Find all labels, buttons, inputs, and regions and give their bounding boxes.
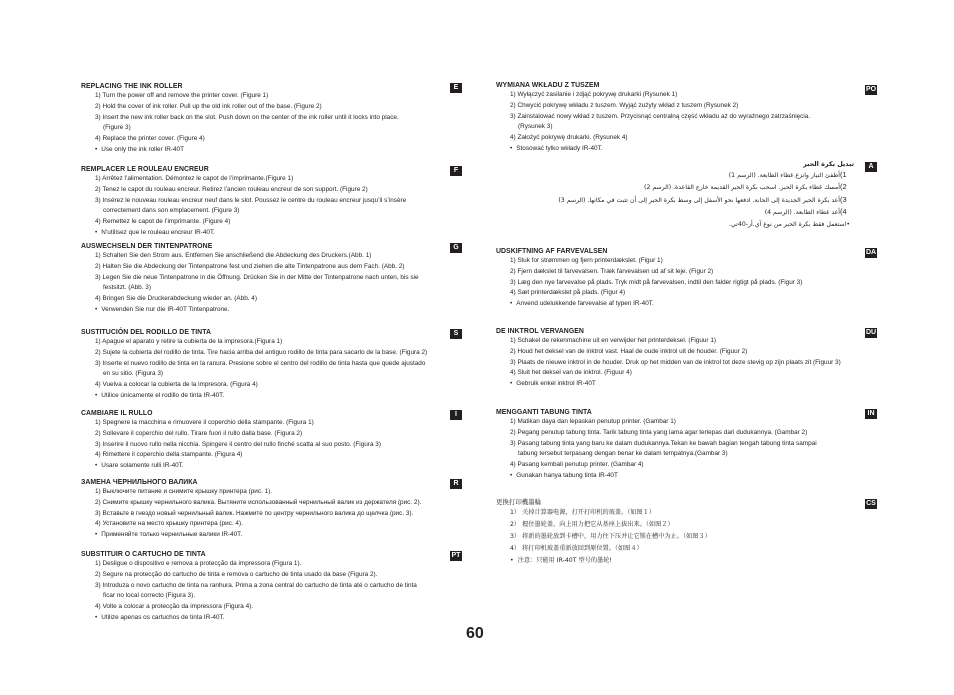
step-line: 3) Insérez le nouveau rouleau encreur neuf dans le slot. Poussez le centre du rouleau encreur jusqu’il s’insère <box>95 196 407 204</box>
step-line: 3) Inserire il nuovo rullo nella nicchia. Spingere il centro del rullo finché scatta al suo posto. (Figura 3) <box>95 440 381 448</box>
steps-list <box>496 256 880 299</box>
language-badge: PT <box>451 552 461 559</box>
note-bullet: • Usare solamente rulli IR-40T. <box>95 461 469 472</box>
step-line: 4) Replace the printer cover. (Figure 4) <box>95 135 205 143</box>
step-line: 4) Bringen Sie die Druckerabdeckung wieder an. (Abb. 4) <box>95 295 257 303</box>
section-id <box>496 408 880 498</box>
language-badge: DA <box>865 249 877 256</box>
note-bullet: • Verwenden Sie nur die IR-40T Tintenpatrone. <box>95 305 469 316</box>
section-ru <box>81 478 469 550</box>
section-title: CAMBIARE IL RULLO <box>81 410 153 417</box>
note-bullet: • Gebruik enkel inktrol IR-40T <box>510 379 880 390</box>
step-line: 1) Apague el aparato y retire la cubierta de la impresora.(Figura 1) <box>95 338 283 345</box>
step-number: 3) <box>840 194 847 204</box>
step-line: correctement dans son emplacement. (Figure 3) <box>103 207 240 215</box>
section-title: SUBSTITUIR O CARTUCHO DE TINTA <box>81 551 206 558</box>
steps-list <box>81 91 469 145</box>
step-line <box>496 194 854 206</box>
step-line: 2) Sujete la cubierta del rodillo de tinta. Tire hacia arriba del antiguo rodillo de tinta para sacarlo de la base. (Figura 2) <box>95 348 428 356</box>
section-pt <box>81 550 469 624</box>
section-en <box>81 82 469 165</box>
language-badge: PO <box>865 86 877 93</box>
step-line: 3) Introduza o novo cartucho de tinta na ranhura. Prima a zona central do cartucho de tinta até o cartucho de tinta <box>95 581 417 589</box>
language-badge: E <box>450 83 462 93</box>
step-line: 3) Læg den nye farvevalse på plads. Tryk midt på farvevalsen, indtil den falder rigtigt på plads. (Figur 3) <box>510 278 803 286</box>
steps-list <box>496 90 880 144</box>
note-bullet: • N’utilisez que le rouleau encreur IR-40T. <box>95 228 469 239</box>
step-line: 2) Снимите крышку чернильного валика. Вытяните использованный чернильный валик из держателя (рис. 2). <box>95 498 422 506</box>
steps-list <box>81 251 469 305</box>
step-line: 4) Sluit het deksel van de inktrol. (Figuur 4) <box>510 369 632 377</box>
step-line: 2) Hold the cover of ink roller. Pull up the old ink roller out of the base. (Figure 2) <box>95 102 322 110</box>
section-pl <box>496 81 880 160</box>
steps-list <box>81 487 469 530</box>
step-line: (Rysunek 3) <box>518 123 553 131</box>
note-bullet: • Gunakan hanya tabung tinta IR-40T <box>510 471 880 482</box>
step-line: 3） 将新的墨轮放到卡槽中，用力往下压并让它锁在槽中为止。（如图３） <box>510 533 711 540</box>
section-title: 更換打印機墨輪 <box>496 498 542 506</box>
note-list <box>496 555 880 567</box>
step-line: (Figure 3) <box>103 124 131 132</box>
section-title: SUSTITUCIÓN DEL RODILLO DE TINTA <box>81 329 211 336</box>
step-line: 1) Turn the power off and remove the printer cover. (Figure 1) <box>95 92 269 99</box>
note-bullet: • Anvend udelukkende farvevalse af typen IR-40T. <box>510 299 880 310</box>
step-line: 4) Volte a colocar a protecção da impressora (Figura 4). <box>95 603 254 611</box>
note-list <box>496 299 880 310</box>
step-line: 2) Chwycić pokrywę wkładu z tuszem. Wyjąć zużyty wkład z tuszem (Rysunek 2) <box>510 101 739 109</box>
step-line: 3) Zainstalować nowy wkład z tuszem. Przycisnąć centralną część wkładu aż do wyraźnego zatrzaśnięcia. <box>510 112 811 120</box>
note-list <box>496 379 880 390</box>
step-line: en su sitio. (Figura 3) <box>103 370 164 378</box>
step-text: أعد غطاء الطابعة. (الرسم 4) <box>764 209 840 217</box>
language-badge: CS <box>866 500 876 507</box>
section-ar <box>496 160 880 247</box>
step-number: 2) <box>840 182 847 192</box>
note-list <box>81 305 469 316</box>
step-line: 3) Legen Sie die neue Tintenpatrone in die Öffnung. Drücken Sie in der Mitte der Tintenpatrone nach unten, bis sie <box>95 273 419 281</box>
section-da <box>496 247 880 327</box>
step-line: 1) Выключите питание и снимите крышку принтера (рис. 1). <box>95 488 273 495</box>
section-zh <box>496 498 880 567</box>
section-title: WYMIANA WKŁADU Z TUSZEM <box>496 82 600 89</box>
step-line: 2) Tenez le capot du rouleau encreur. Retirez l’ancien rouleau encreur de son support. (Figure 2) <box>95 185 368 193</box>
language-badge: R <box>450 479 462 489</box>
language-badge: S <box>450 329 462 339</box>
steps-list <box>81 418 469 461</box>
steps-list <box>496 336 880 379</box>
note-bullet: • Utilice únicamente el rodillo de tinta IR-40T. <box>95 391 469 402</box>
step-line: ficar no local correcto (Figura 3). <box>103 592 195 600</box>
note-bullet: • Use only the ink roller IR-40T <box>95 145 469 156</box>
step-line: 2) Segure na protecção do cartucho de tinta e remova o cartucho de tinta usado da base (Figura 2). <box>95 570 378 578</box>
section-title: REPLACING THE INK ROLLER <box>81 83 183 90</box>
section-it <box>81 409 469 478</box>
step-line: 3) Insert the new ink roller back on the slot. Push down on the center of the ink roller until it locks into place. <box>95 113 399 121</box>
step-line: 3) Вставьте в гнездо новый чернильный валик. Нажмите по центру чернильного валика до щелчка (рис. 3). <box>95 509 414 517</box>
step-line: 4) Rimettere il coperchio della stampante. (Figura 4) <box>95 451 243 459</box>
step-line: 4） 将打印机玻盖重新放回到原位置。（如图４） <box>510 545 643 552</box>
step-line: 1) Schalten Sie den Strom aus. Entfernen Sie anschließend die Abdeckung des Druckers.(Abb. 1) <box>95 252 372 259</box>
steps-list <box>496 417 880 471</box>
section-nl <box>496 327 880 408</box>
steps-list <box>496 507 880 555</box>
step-text: أعد بكرة الحبر الجديدة إلى الخانة. ادفعها نحو الأسفل إلى وسط بكرة الحبر إلى أن تثبت في مكانها. (الرسم 3) <box>558 196 840 204</box>
step-line: 1) Matikan daya dan lepaskan penutup printer. (Gambar 1) <box>510 418 676 425</box>
section-title: UDSKIFTNING AF FARVEVALSEN <box>496 248 608 255</box>
step-line: 2) Fjern dækslet til farvevalsen. Træk farvevalsen ud af sit leje. (Figur 2) <box>510 267 714 275</box>
note-list <box>496 219 854 230</box>
step-line: festsitzt. (Abb. 3) <box>103 284 151 292</box>
step-line: 1) Spegnere la macchina e rimuovere il coperchio della stampante. (Figura 1) <box>95 419 314 426</box>
note-list <box>81 391 469 402</box>
note-bullet: • استعمل فقط بكرة الحبر من نوع آي.أر-40تي. <box>496 219 854 230</box>
note-bullet: • 注意：只能用 IR-40T 型号的墨轮! <box>510 555 880 567</box>
step-line: 4) Pasang kembali penutup printer. (Gambar 4) <box>510 461 644 469</box>
section-title: AUSWECHSELN DER TINTENPATRONE <box>81 243 213 250</box>
step-line <box>496 181 854 193</box>
step-line: 3) Pasang tabung tinta yang baru ke dalam dudukannya.Tekan ke bawah bagian tengah tabung tinta sampai <box>510 439 817 447</box>
section-fr <box>81 165 469 242</box>
step-line: 4) Założyć pokrywę drukarki. (Rysunek 4) <box>510 134 628 142</box>
step-line: 4) Vuelva a colocar la cubierta de la impresora. (Figura 4) <box>95 381 258 389</box>
right-column <box>496 81 880 567</box>
steps-list <box>81 559 469 613</box>
step-line: 1） 关掉计算器电源，打开打印机的玻盖。（如图１） <box>510 509 656 516</box>
step-number: 1) <box>840 170 847 179</box>
steps-list <box>81 174 469 228</box>
section-title: REMPLACER LE ROULEAU ENCREUR <box>81 166 209 173</box>
language-badge: G <box>450 243 462 253</box>
note-list <box>81 145 469 156</box>
left-column <box>81 82 469 624</box>
language-badge: I <box>450 410 462 420</box>
note-list <box>81 613 469 624</box>
step-line: 4) Sæt printerdækslet på plads. (Figur 4) <box>510 289 626 297</box>
steps-list <box>496 169 854 219</box>
language-badge: A <box>865 162 877 172</box>
step-line: 2） 握住墨轮盖，向上用力把它从基座上拔出来。（如图２） <box>510 521 674 528</box>
section-title: DE INKTROL VERVANGEN <box>496 328 584 335</box>
section-title: تبديل بكرة الحبر <box>803 160 854 168</box>
step-line: 4) Remettez le capot de l’imprimante. (Figure 4) <box>95 218 231 226</box>
language-badge: DU <box>865 329 877 336</box>
language-badge: F <box>450 166 462 176</box>
step-line: 1) Desligue o dispositivo e remova a protecção da impressora (Figura 1). <box>95 560 302 567</box>
note-bullet: • Применяйте только чернильные валики IR-40T. <box>95 530 469 541</box>
section-de <box>81 242 469 328</box>
step-text: أمسك غطاء بكرة الحبر. اسحب بكرة الحبر القديمة خارج القاعدة. (الرسم 2) <box>644 184 840 192</box>
page-number: 60 <box>466 625 484 642</box>
step-line: 2) Halten Sie die Abdeckung der Tintenpatrone fest und ziehen die alte Tintenpatrone aus dem Fach. (Abb. 2) <box>95 262 405 270</box>
step-line: 2) Houd het deksel van de inktrol vast. Haal de oude inktrol uit de houder. (Figuur 2) <box>510 347 748 355</box>
step-line: 1) Sluk for strømmen og fjern printerdækslet. (Figur 1) <box>510 257 663 264</box>
note-list <box>81 228 469 239</box>
step-line: 1) Schakel de rekenmachine uit en verwijder het printerdeksel. (Figuur 1) <box>510 337 717 344</box>
note-list <box>81 461 469 472</box>
steps-list <box>81 337 469 391</box>
section-title: ЗАМЕНА ЧЕРНИЛЬНОГО ВАЛИКА <box>81 479 198 486</box>
language-badge: IN <box>865 409 877 419</box>
step-line: 2) Sollevare il coperchio del rullo. Tirare fuori il rullo dalla base. (Figura 2) <box>95 429 303 437</box>
note-bullet: • Utilize apenas os cartuchos de tinta IR-40T. <box>95 613 469 624</box>
section-title: MENGGANTI TABUNG TINTA <box>496 409 592 416</box>
step-line: 1) Wyłączyć zasilanie i zdjąć pokrywę drukarki (Rysunek 1) <box>510 91 678 98</box>
note-list <box>81 530 469 541</box>
note-bullet: • Stosować tylko wkłady IR-40T. <box>510 144 880 155</box>
step-text: أطفئ التيار وانزع غطاء الطابعة. (الرسم 1) <box>728 172 840 179</box>
step-line <box>496 169 854 181</box>
step-line: 3) Plaats de nieuwe inktrol in de houder. Druk op het midden van de inktrol tot deze stevig op zijn plaats zit (Figuur 3) <box>510 358 841 366</box>
step-line: 4) Установите на место крышку принтера (рис. 4). <box>95 520 243 528</box>
note-list <box>496 471 880 482</box>
step-line: 3) Inserte el nuevo rodillo de tinta en la ranura. Presione sobre el centro del rodillo de tinta hasta que quede ajustado <box>95 359 426 367</box>
step-line: tabung tersebut terpasang dengan benar ke dalam tempatnya.(Gambar 3) <box>518 450 728 458</box>
step-line: 2) Pegang penutup tabung tinta. Tarik tabung tinta yang lama agar terlepas dari dudukannya. (Gambar 2) <box>510 428 808 436</box>
step-line: 1) Arrêtez l’alimentation. Démontez le capot de l’imprimante.(Figure 1) <box>95 175 294 182</box>
step-line <box>496 206 854 218</box>
section-es <box>81 328 469 409</box>
note-list <box>496 144 880 155</box>
step-number: 4) <box>840 207 847 217</box>
